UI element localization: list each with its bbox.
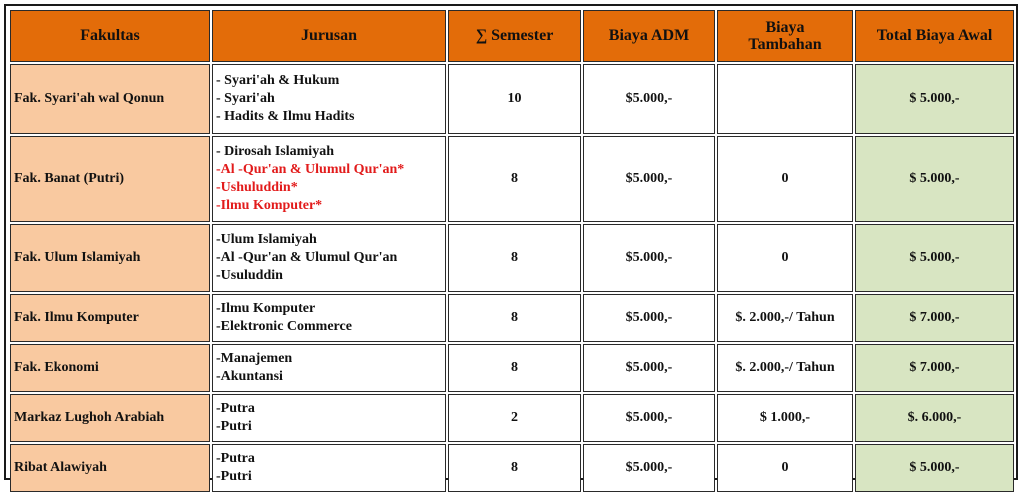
jurusan-item: -Manajemen — [216, 351, 293, 367]
cell-biaya-adm: $5.000,- — [583, 136, 715, 222]
cell-biaya-adm: $5.000,- — [583, 344, 715, 392]
cell-fakultas: Fak. Ilmu Komputer — [10, 294, 210, 342]
cell-semester: 8 — [448, 444, 581, 492]
cell-biaya-tambahan: $. 2.000,-/ Tahun — [717, 294, 853, 342]
cell-biaya-tambahan: 0 — [717, 444, 853, 492]
header-total-biaya-awal: Total Biaya Awal — [855, 10, 1014, 62]
jurusan-item: -Putri — [216, 419, 252, 434]
jurusan-item: - Dirosah Islamiyah — [216, 144, 334, 160]
cell-total-biaya-awal: $ 5.000,- — [855, 224, 1014, 292]
cell-fakultas: Fak. Syari'ah wal Qonun — [10, 64, 210, 134]
cell-jurusan — [212, 394, 446, 442]
jurusan-item: -Elektronic Commerce — [216, 319, 352, 334]
jurusan-item: -Ilmu Komputer — [216, 301, 316, 317]
cell-semester: 8 — [448, 136, 581, 222]
cell-total-biaya-awal: $. 6.000,- — [855, 394, 1014, 442]
jurusan-item: -Ulum Islamiyah — [216, 232, 317, 248]
header-semester: ∑ Semester — [448, 10, 581, 62]
cell-biaya-tambahan: 0 — [717, 136, 853, 222]
cell-jurusan — [212, 136, 446, 222]
table-row — [10, 294, 1014, 342]
cell-biaya-tambahan: $ 1.000,- — [717, 394, 853, 442]
table-row — [10, 444, 1014, 492]
cell-semester: 8 — [448, 224, 581, 292]
header-biaya-tambahan-line1: Biaya — [765, 18, 805, 36]
jurusan-item: -Putra — [216, 451, 255, 467]
fee-table-frame — [4, 4, 1018, 484]
cell-biaya-adm: $5.000,- — [583, 444, 715, 492]
cell-fakultas: Markaz Lughoh Arabiah — [10, 394, 210, 442]
cell-biaya-adm: $5.000,- — [583, 294, 715, 342]
jurusan-item: -Ilmu Komputer* — [216, 197, 323, 213]
cell-semester: 10 — [448, 64, 581, 134]
table-row — [10, 224, 1014, 292]
cell-biaya-tambahan: $. 2.000,-/ Tahun — [717, 344, 853, 392]
table-row — [10, 344, 1014, 392]
jurusan-item: -Al -Qur'an & Ulumul Qur'an — [216, 250, 398, 266]
jurusan-item: -Akuntansi — [216, 369, 283, 384]
cell-total-biaya-awal: $ 5.000,- — [855, 136, 1014, 222]
cell-total-biaya-awal: $ 5.000,- — [855, 64, 1014, 134]
cell-jurusan — [212, 444, 446, 492]
header-fakultas: Fakultas — [10, 10, 210, 62]
jurusan-item: -Ushuluddin* — [216, 180, 298, 195]
cell-jurusan — [212, 294, 446, 342]
cell-fakultas: Fak. Banat (Putri) — [10, 136, 210, 222]
table-row — [10, 136, 1014, 222]
jurusan-item: -Usuluddin — [216, 267, 283, 283]
cell-biaya-adm: $5.000,- — [583, 394, 715, 442]
header-biaya-tambahan-line2: Tambahan — [748, 36, 822, 53]
cell-fakultas: Ribat Alawiyah — [10, 444, 210, 492]
cell-total-biaya-awal: $ 7.000,- — [855, 294, 1014, 342]
fee-table — [8, 8, 1016, 494]
table-row — [10, 64, 1014, 134]
cell-fakultas: Fak. Ulum Islamiyah — [10, 224, 210, 292]
header-row — [10, 10, 1014, 62]
cell-jurusan — [212, 224, 446, 292]
cell-biaya-tambahan — [717, 64, 853, 134]
cell-total-biaya-awal: $ 5.000,- — [855, 444, 1014, 492]
header-jurusan: Jurusan — [212, 10, 446, 62]
header-biaya-tambahan — [717, 10, 853, 62]
table-body — [10, 64, 1014, 492]
jurusan-item: - Hadits & Ilmu Hadits — [216, 108, 355, 124]
cell-jurusan — [212, 64, 446, 134]
cell-biaya-tambahan: 0 — [717, 224, 853, 292]
jurusan-item: -Al -Qur'an & Ulumul Qur'an* — [216, 162, 405, 178]
table-row — [10, 394, 1014, 442]
jurusan-item: -Putra — [216, 401, 255, 417]
cell-total-biaya-awal: $ 7.000,- — [855, 344, 1014, 392]
cell-semester: 2 — [448, 394, 581, 442]
jurusan-item: - Syari'ah & Hukum — [216, 73, 340, 89]
cell-semester: 8 — [448, 344, 581, 392]
jurusan-item: - Syari'ah — [216, 91, 275, 107]
header-biaya-adm: Biaya ADM — [583, 10, 715, 62]
jurusan-item: -Putri — [216, 469, 252, 484]
cell-jurusan — [212, 344, 446, 392]
cell-biaya-adm: $5.000,- — [583, 224, 715, 292]
cell-biaya-adm: $5.000,- — [583, 64, 715, 134]
cell-fakultas: Fak. Ekonomi — [10, 344, 210, 392]
cell-semester: 8 — [448, 294, 581, 342]
